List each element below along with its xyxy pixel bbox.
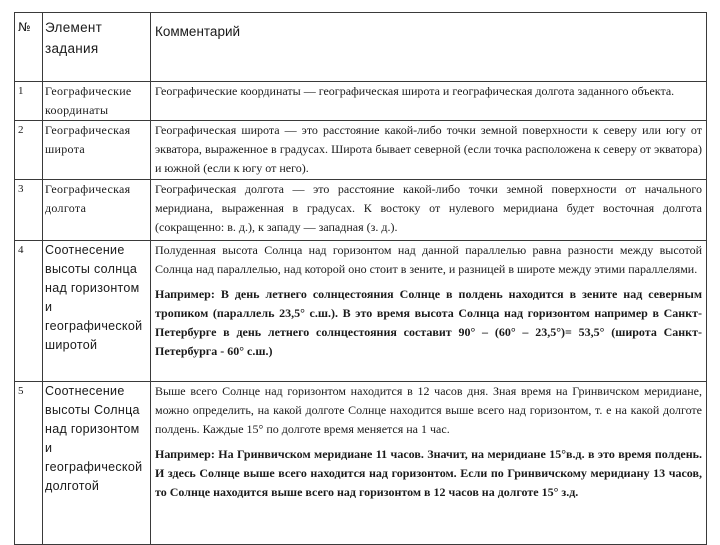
row-number: 3 (15, 180, 43, 241)
assignment-table (14, 12, 707, 545)
row-comment-text: Географические координаты — географическая широта и географическая долгота заданного объекта. (155, 84, 675, 98)
row-comment-text: Географическая долгота — это расстояние какой-либо точки земной поверхности от начального меридиана, выраженная в градусах. К востоку от нулевого меридиана будет восточная долгота (сокращенно: в. д.), к западу — западная (з. д.). (155, 182, 702, 234)
row-element: Географическая долгота (43, 180, 151, 241)
row-number: 1 (15, 82, 43, 121)
header-element: Элемент задания (43, 13, 151, 82)
row-number: 4 (15, 241, 43, 382)
row-example-text: Например: На Гринвичском меридиане 11 часов. Значит, на меридиане 15°в.д. в это время полдень. И здесь Солнце выше всего находится над горизонтом. Если по Гринвичскому меридиану 13 часов, то Солнце находится выше всего над горизонтом в 12 часов на долготе 15° з.д. (155, 447, 702, 499)
table-row (15, 82, 707, 121)
row-element: Географические координаты (43, 82, 151, 121)
row-element: Географическая широта (43, 121, 151, 180)
row-comment-text: Выше всего Солнце над горизонтом находится в 12 часов дня. Зная время на Гринвичском меридиане, можно определить, на какой долготе Солнце находится выше всего над горизонтом, т. е на какой долготе полдень. Каждые 15° по долготе время меняется на 1 час. (155, 384, 702, 436)
row-element: Соотнесение высоты Солнца над горизонтом и географической долготой (43, 382, 151, 545)
header-comment: Комментарий (151, 13, 707, 82)
row-example-text: Например: В день летнего солнцестояния Солнце в полдень находится в зените над северным тропиком (параллель 23,5° с.ш.). В это время высота Солнца над горизонтом например в Санкт-Петербурге в день летнего солнцестояния составит 90° – (60° – 23,5°)= 53,5° (широта Санкт-Петербурга - 60° с.ш.) (155, 287, 702, 358)
table-row (15, 121, 707, 180)
table-row (15, 241, 707, 382)
row-comment (151, 82, 707, 121)
row-number: 2 (15, 121, 43, 180)
row-comment (151, 121, 707, 180)
table-header-row (15, 13, 707, 82)
header-number: № (15, 13, 43, 82)
row-comment (151, 180, 707, 241)
row-comment-text: Полуденная высота Солнца над горизонтом над данной параллелью равна разности между высотой Солнца над параллелью, над которой оно стоит в зените, и разницей в широте между этими параллелями. (155, 243, 702, 276)
row-comment-text: Географическая широта — это расстояние какой-либо точки земной поверхности к северу или югу от экватора, выраженное в градусах. Широта бывает северной (если точка расположена к северу от экватора) и южной (если к югу от него). (155, 123, 702, 175)
row-number: 5 (15, 382, 43, 545)
row-comment (151, 382, 707, 545)
row-element: Соотнесение высоты солнца над горизонтом и географической широтой (43, 241, 151, 382)
row-comment (151, 241, 707, 382)
table-row (15, 382, 707, 545)
table-row (15, 180, 707, 241)
